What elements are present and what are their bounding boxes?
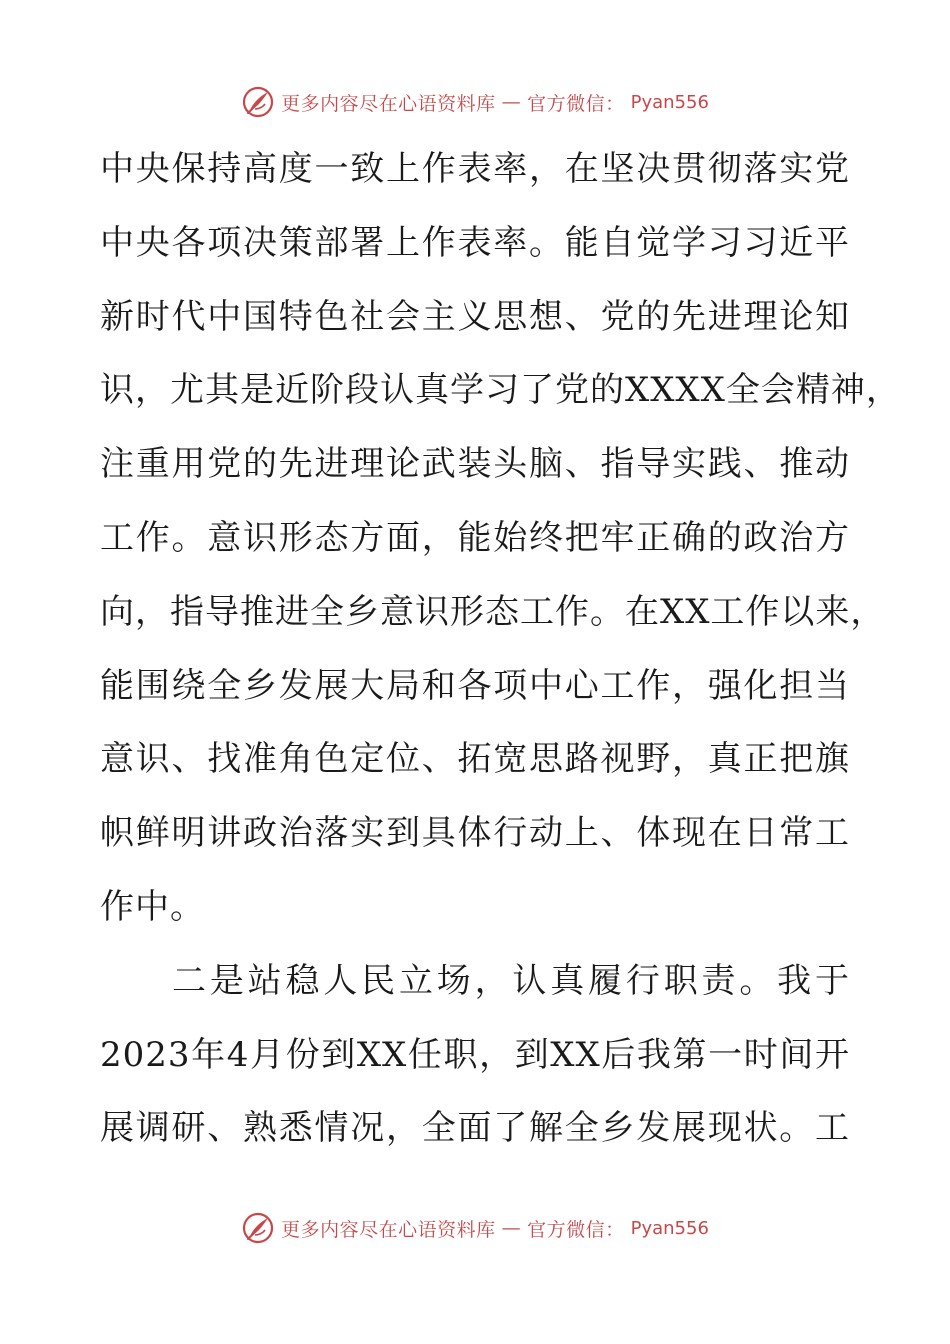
- quill-logo-icon: [241, 1211, 275, 1245]
- footer-wechat-id: Pyan556: [630, 1217, 709, 1239]
- body-line: 中央各项决策部署上作表率。能自觉学习习近平: [100, 222, 850, 263]
- body-line: 新时代中国特色社会主义思想、党的先进理论知: [100, 296, 850, 337]
- body-line: 意识、找准角色定位、拓宽思路视野，真正把旗: [100, 739, 850, 780]
- paragraph-start-line: 二是站稳人民立场，认真履行职责。我于: [172, 960, 850, 1001]
- document-body: [100, 133, 901, 1166]
- header-wechat-id: Pyan556: [630, 91, 709, 113]
- header-wechat-label: 官方微信：: [527, 92, 625, 115]
- body-line: 注重用党的先进理论武装头脑、指导实践、推动: [100, 444, 850, 485]
- quill-logo-icon: [241, 85, 275, 119]
- footer-wechat-label: 官方微信：: [527, 1218, 625, 1241]
- body-line: 2023年4月份到XX任职，到XX后我第一时间开: [100, 1034, 850, 1075]
- body-line: 向，指导推进全乡意识形态工作。在XX工作以来，: [100, 591, 886, 632]
- body-line: 帜鲜明讲政治落实到具体行动上、体现在日常工: [100, 813, 850, 854]
- header-site-text: 更多内容尽在心语资料库: [281, 92, 496, 115]
- body-line: 中央保持高度一致上作表率，在坚决贯彻落实党: [100, 149, 850, 189]
- body-line: 工作。意识形态方面，能始终把牢正确的政治方: [100, 517, 850, 558]
- header-separator: —: [501, 91, 522, 113]
- body-line: 作中。: [100, 886, 205, 927]
- header-watermark: [0, 82, 950, 122]
- body-line: 识，尤其是近阶段认真学习了党的XXXX全会精神，: [100, 370, 901, 411]
- footer-watermark: [0, 1208, 950, 1248]
- footer-site-text: 更多内容尽在心语资料库: [281, 1218, 496, 1241]
- body-line: 能围绕全乡发展大局和各项中心工作，强化担当: [100, 665, 850, 706]
- footer-separator: —: [501, 1217, 522, 1239]
- body-line: 展调研、熟悉情况，全面了解全乡发展现状。工: [100, 1108, 850, 1149]
